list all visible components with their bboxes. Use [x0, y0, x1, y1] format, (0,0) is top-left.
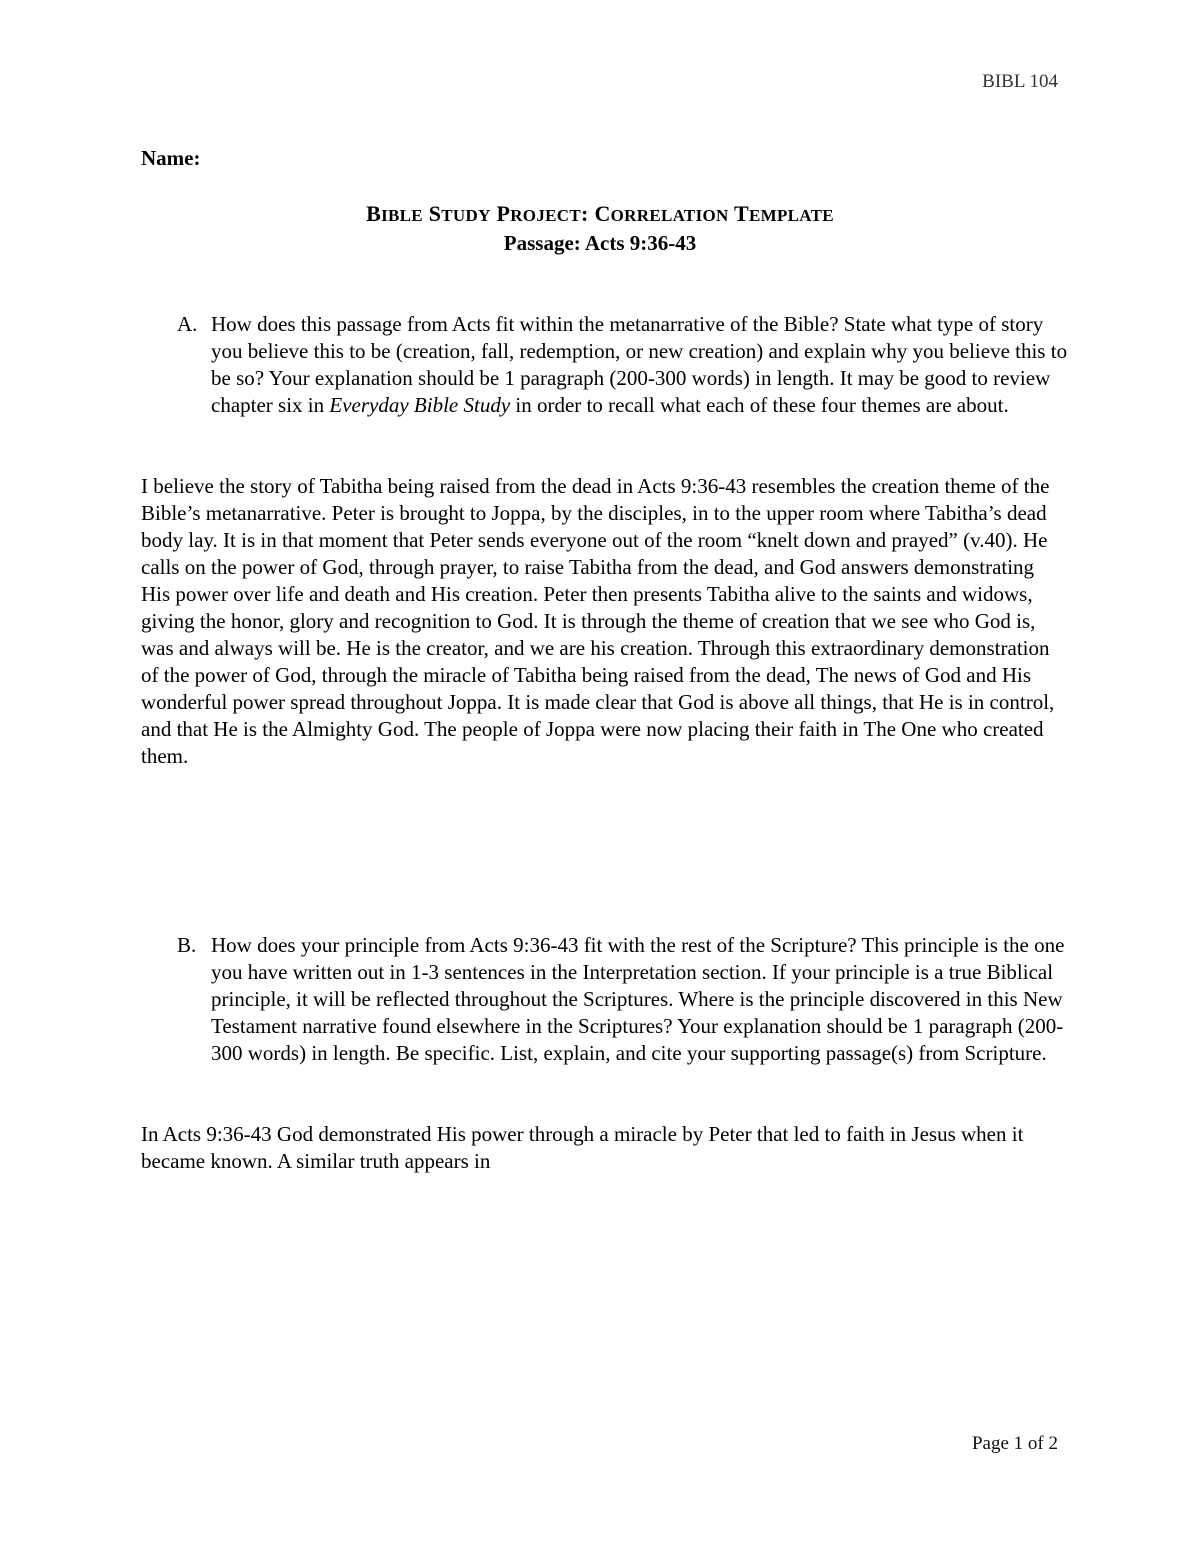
- title-word-rest: ORRELATION: [610, 206, 729, 225]
- title-word-rest: EMPLATE: [748, 206, 834, 225]
- question-a-letter: A.: [177, 312, 198, 336]
- answer-b-paragraph: In Acts 9:36-43 God demonstrated His power through a miracle by Peter that led to faith in Jesus when it became known. A similar truth appears in: [141, 1122, 1024, 1173]
- page-number: Page 1 of 2: [971, 1433, 1058, 1454]
- title-word-cap: T: [734, 201, 749, 226]
- question-a-text-start: How does this passage from Acts fit within the metanarrative of the Bible? State what type of story you believe this to be (creation, fall, redemption, or new creation) and explain why you believe this to be so? Your explanation should be 1 paragraph (200-300 words) in length. It may be good to review chapter six in: [211, 312, 1068, 417]
- document-title: [0, 200, 1200, 230]
- title-word-rest: IBLE: [381, 206, 423, 225]
- question-a-text-end: in order to recall what each of these four themes are about.: [510, 393, 1009, 417]
- course-code: BIBL 104: [982, 71, 1058, 92]
- question-a-text: [211, 311, 1071, 419]
- question-b-letter: B.: [177, 933, 197, 957]
- title-word-cap: P: [496, 201, 511, 226]
- title-word-cap: S: [428, 201, 442, 226]
- answer-a-paragraph: I believe the story of Tabitha being raised from the dead in Acts 9:36-43 resembles the creation theme of the Bible’s metanarrative. Peter is brought to Joppa, by the disciples, in to the upper room where Tabitha’s dead body lay. It is in that moment that Peter sends everyone out of the room “knelt down and prayed” (v.40). He calls on the power of God, through prayer, to raise Tabitha from the dead, and God answers demonstrating His power over life and death and His creation. Peter then presents Tabitha alive to the saints and widows, giving the honor, glory and recognition to God. It is through the theme of creation that we see who God is, was and always will be. He is the creator, and we are his creation. Through this extraordinary demonstration of the power of God, through the miracle of Tabitha being raised from the dead, The news of God and His wonderful power spread throughout Joppa. It is made clear that God is above all things, that He is in control, and that He is the Almighty God. The people of Joppa were now placing their faith in The One who created them.: [141, 474, 1055, 768]
- title-colon: :: [581, 201, 589, 226]
- title-word-rest: TUDY: [441, 206, 491, 225]
- title-word-cap: C: [594, 201, 611, 226]
- title-word-cap: B: [366, 201, 382, 226]
- question-b-text: How does your principle from Acts 9:36-43 fit with the rest of the Scripture? This principle is the one you have written out in 1-3 sentences in the Interpretation section. If your principle is a true Biblical principle, it will be reflected throughout the Scriptures. Where is the principle discovered in this New Testament narrative found elsewhere in the Scriptures? Your explanation should be 1 paragraph (200-300 words) in length. Be specific. List, explain, and cite your supporting passage(s) from Scripture.: [211, 933, 1065, 1065]
- name-label: Name:: [141, 146, 201, 170]
- question-a: [141, 311, 1071, 419]
- passage-reference: Passage: Acts 9:36-43: [503, 231, 697, 255]
- title-word-rest: ROJECT: [510, 206, 581, 225]
- title-block: [0, 200, 1200, 256]
- book-title-italic: Everyday Bible Study: [329, 393, 511, 417]
- question-b: [141, 932, 1071, 1067]
